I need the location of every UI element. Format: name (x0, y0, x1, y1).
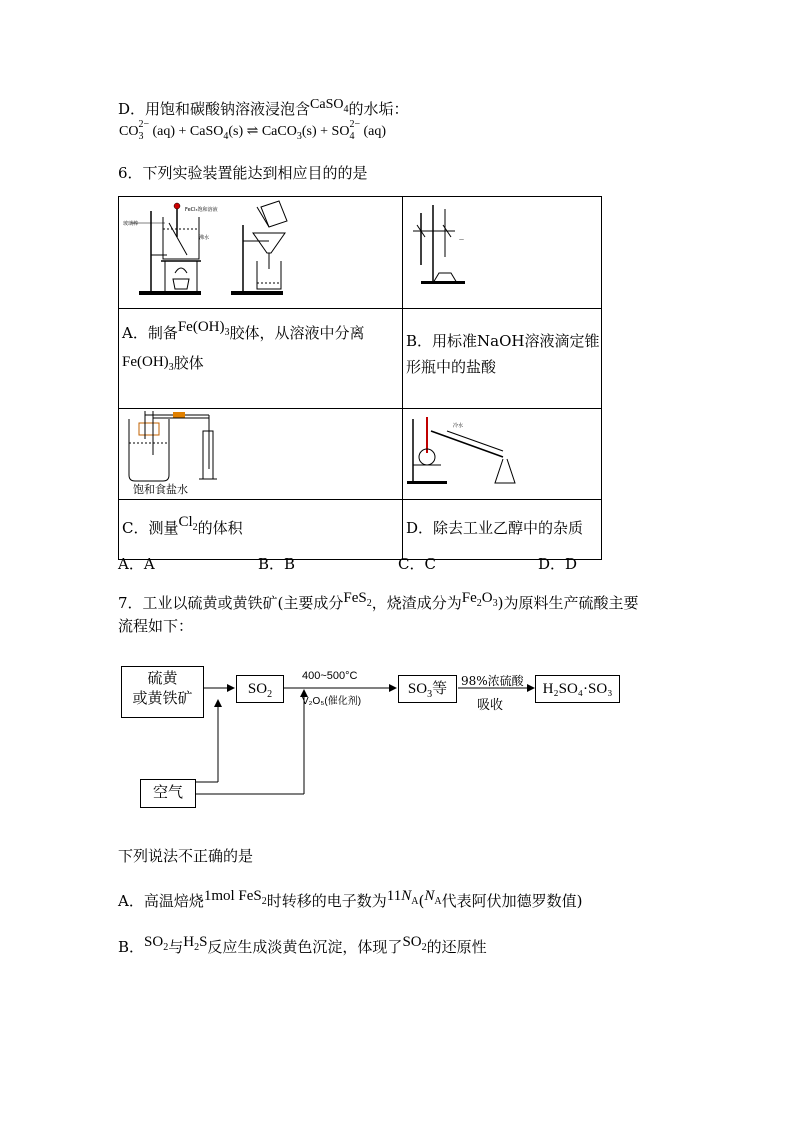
o: O (481, 590, 493, 606)
optB-so2b (402, 934, 427, 953)
choice-c: C．C (398, 555, 436, 573)
so2-sub: 2 (267, 689, 273, 700)
optB-so2b-text: SO (402, 934, 422, 950)
so3-sub: 3 (427, 689, 433, 700)
a-fe-formula-2 (122, 354, 174, 373)
so3-suffix: 等 (432, 681, 448, 697)
q7-option-b (118, 936, 487, 959)
q5d-suffix: 的水垢： (348, 100, 409, 118)
optB-h2s (183, 934, 208, 953)
optA-Nsub: A (411, 896, 419, 907)
fes-sub: 2 (366, 598, 372, 609)
cell-a-text (119, 309, 403, 409)
cell-d-image (403, 409, 602, 500)
a-mid: 胶体，从溶液中分离 (229, 324, 365, 342)
optB-so2 (144, 934, 169, 953)
optA-11: 11 (386, 888, 402, 904)
a-prefix: A．制备 (122, 324, 178, 342)
optB-s: S (199, 934, 208, 950)
cell-a-image (119, 197, 403, 309)
option-a-text (122, 319, 365, 379)
a-end: 胶体 (173, 354, 204, 372)
b-line2: 形瓶中的盐酸 (406, 357, 497, 376)
q7-stem1: 7．工业以硫黄或黄铁矿(主要成分 (118, 594, 344, 612)
burette-tick: — (459, 237, 464, 243)
eq-caco3-sub: 3 (296, 130, 302, 142)
optB-1: B． (118, 938, 145, 956)
a-fe2-sub: 3 (168, 362, 174, 373)
label-rod: 玻璃棒 (123, 221, 139, 227)
caso4-sub: 4 (343, 103, 349, 115)
apparatus-d-figure (403, 409, 601, 495)
cell-b-text (403, 309, 602, 409)
optA-N: N (401, 888, 412, 904)
cell-d-text (403, 500, 602, 560)
optB-so2-sub: 2 (163, 942, 169, 953)
eq-caso4-sub: 4 (223, 130, 229, 142)
optA-2: 时转移的电子数为 (266, 892, 387, 910)
c-cl-formula (178, 514, 198, 533)
optA-N2sub: A (434, 896, 442, 907)
fe-sub: 2 (476, 598, 482, 609)
q6-stem: 6．下列实验装置能达到相应目的的是 (118, 164, 368, 182)
so2-text: SO (247, 681, 268, 697)
optB-so2-text: SO (144, 934, 164, 950)
label-water2: 冷水 (453, 423, 464, 429)
eq-co3: CO (119, 124, 139, 139)
so3-text: SO (407, 681, 428, 697)
apparatus-a-figure (119, 197, 402, 304)
cell-c-image (119, 409, 403, 500)
raw-material-box (121, 666, 204, 718)
c-cl: Cl (178, 514, 193, 530)
eq-so4-sub: 4 (349, 131, 355, 142)
eq-caco3: (s) ⇌ CaCO (228, 124, 297, 139)
caso4-text: CaSO (310, 97, 344, 112)
optB-h: H (183, 934, 195, 950)
optA-3: ( (418, 892, 425, 910)
optA-mol: 1mol FeS (203, 888, 262, 904)
eq-so4: (s) + SO (301, 124, 350, 139)
label-fecl3: FeCl₃饱和溶液 (185, 207, 218, 213)
q6-table (118, 196, 602, 560)
label-brine: 饱和食盐水 (133, 483, 188, 495)
cell-b-image (403, 197, 602, 309)
a-fe-sub: 3 (224, 327, 230, 338)
apparatus-c-figure (119, 409, 402, 495)
a-fe-formula (177, 319, 230, 338)
condition-catalyst: V₂O₅(催化剂) (302, 696, 362, 707)
air-box: 空气 (140, 779, 196, 808)
cell-c-text (119, 500, 403, 560)
q5-option-d (118, 98, 409, 121)
q7-option-a (118, 890, 582, 913)
q7-stem3: )为原料生产硫酸主要 (497, 594, 639, 612)
raw-line1: 硫黄 (147, 671, 178, 687)
optA-fes2 (203, 888, 267, 907)
option-d-text: D．除去工业乙醇中的杂质 (406, 519, 584, 537)
optA-N2: N (424, 888, 435, 904)
optB-h-sub: 2 (194, 942, 200, 953)
optB-3: 反应生成淡黄色沉淀，体现了 (207, 938, 403, 956)
eq-co3-sub: 3 (138, 131, 144, 142)
condition-temp: 400~500°C (302, 670, 358, 682)
optA-4: 代表阿伏加德罗数值) (441, 892, 583, 910)
q7-stem-line1 (118, 592, 638, 615)
absorbent-label: 98%浓硫酸 (461, 674, 524, 688)
so3-box (398, 675, 457, 703)
c-end: 的体积 (197, 519, 243, 537)
b-line1: B．用标准NaOH溶液滴定锥 (406, 332, 600, 350)
optB-2: 与 (168, 938, 184, 956)
absorb-label: 吸收 (477, 698, 504, 713)
choice-b: B．B (258, 555, 296, 573)
optA-sub: 2 (261, 896, 267, 907)
apparatus-b-figure (403, 197, 601, 304)
raw-line2: 或黄铁矿 (132, 691, 193, 707)
fes2-formula (343, 590, 372, 609)
optA-na (424, 888, 442, 907)
choice-d: D．D (538, 555, 578, 573)
eq-so4-sup: 2− (349, 119, 361, 130)
c-cl-sub: 2 (192, 522, 198, 533)
eq-aq: (aq) (363, 124, 386, 139)
option-b-text (406, 329, 599, 380)
optA-1: A．高温焙烧 (118, 892, 204, 910)
label-water: 沸水 (199, 235, 210, 241)
a-fe2: Fe(OH) (122, 354, 169, 370)
optB-4: 的还原性 (426, 938, 487, 956)
option-c-text (122, 514, 243, 544)
q5d-equation (119, 119, 386, 142)
q7-question: 下列说法不正确的是 (118, 847, 254, 865)
o-sub: 3 (492, 598, 498, 609)
optA-11na (386, 888, 419, 907)
so2-box (236, 675, 284, 703)
choice-a: A．A (118, 555, 155, 573)
q7-stem2: ，烧渣成分为 (371, 594, 462, 612)
eq-caso4: (aq) + CaSO (152, 124, 224, 139)
a-fe: Fe(OH) (177, 319, 225, 335)
q5d-label: D．用饱和碳酸钠溶液浸泡含 (118, 100, 311, 118)
caso4-formula (310, 97, 349, 115)
product-box: H₂SO₄·SO₃ (535, 675, 620, 703)
eq-co3-sup: 2− (138, 119, 150, 130)
fe: Fe (461, 590, 477, 606)
fe2o3-formula (461, 590, 498, 609)
c-prefix: C．测量 (122, 519, 179, 537)
q7-stem-line2: 流程如下： (118, 617, 194, 635)
fes: FeS (343, 590, 367, 606)
optB-so2b-sub: 2 (421, 942, 427, 953)
